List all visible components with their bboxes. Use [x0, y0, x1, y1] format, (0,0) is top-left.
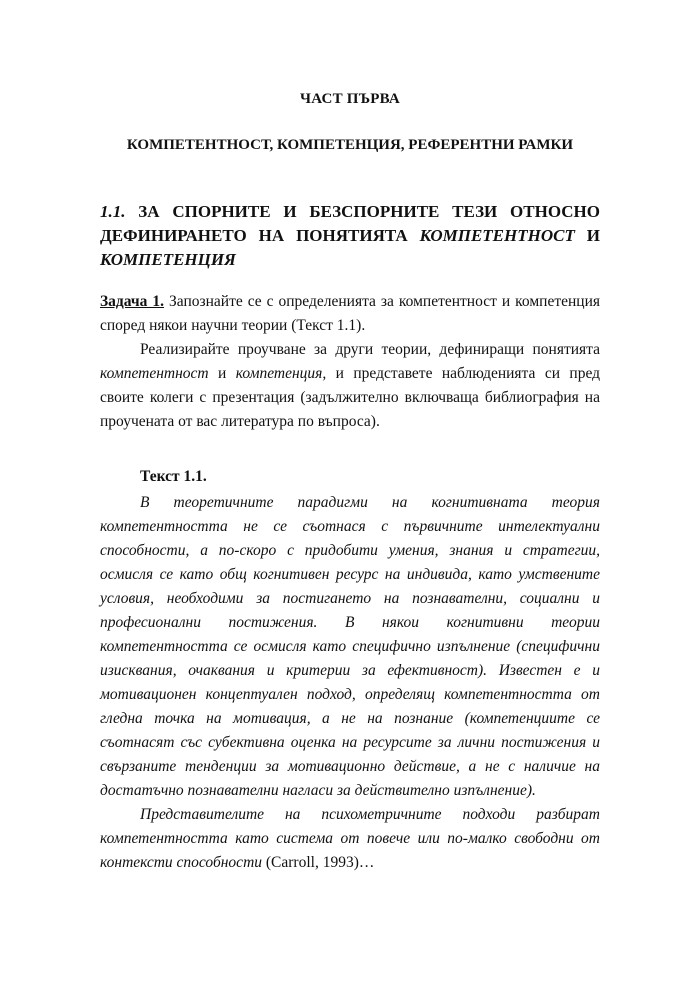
section-title-and: И [586, 226, 601, 245]
task-paragraph-1 [100, 290, 600, 338]
quote-paragraph-2-text: Представителите на психометричните подходи разбират компетентността като система от повече или по-малко свободни от контексти способности [100, 806, 600, 871]
task-paragraph-2 [100, 338, 600, 434]
task-text-2b: и [218, 365, 227, 382]
task-text-2a: Реализирайте проучване за други теории, дефиниращи понятията [140, 341, 600, 358]
task-text-1: Запознайте се с определенията за компетентност и компетенция според някои научни теории (Текст 1.1). [100, 293, 600, 334]
part-title: ЧАСТ ПЪРВА [300, 91, 400, 107]
chapter-title: КОМПЕТЕНТНОСТ, КОМПЕТЕНЦИЯ, РЕФЕРЕНТНИ РАМКИ [126, 137, 574, 153]
section-number: 1.1. [100, 202, 126, 221]
section-title-term-2: КОМПЕТЕНЦИЯ [100, 250, 236, 269]
section-title-text: ЗА СПОРНИТЕ И БЕЗСПОРНИТЕ ТЕЗИ ОТНОСНО ДЕФИНИРАНЕТО НА ПОНЯТИЯТА [100, 202, 600, 245]
quote-paragraph-2 [100, 803, 600, 875]
text-label: Текст 1.1. [140, 468, 207, 485]
task-block [100, 290, 600, 434]
task-label: Задача 1. [100, 293, 165, 310]
section-title [100, 200, 600, 272]
task-term-2: компетенция, [235, 365, 327, 382]
section-title-term-1: КОМПЕТЕНТНОСТ [419, 226, 575, 245]
quote-block [100, 491, 600, 875]
quote-citation: (Carroll, 1993)… [265, 854, 375, 871]
task-term-1: компетентност [100, 365, 209, 382]
quote-paragraph-1: В теоретичните парадигми на когнитивната теория компетентността не се съотнася с първичните интелектуални способности, а по-скоро с придобити умения, знания и стратегии, осмисля се като общ когнитивен ресурс на индивида, като умствените условия, необходими за постигането на познавателни, социални и професионални постижения. В някои когнитивни теории компетентността се осмисля като специфично изпълнение (специфични изисквания, очаквания и критерии за ефективност). Известен е и мотивационен концептуален подход, определящ компетентността от гледна точка на мотивация, а не на познание (компетенциите се съотнасят със субективна оценка на ресурсите за лични постижения и свързаните тенденции за мотивационно действие, а не с наличие на достатъчно познавателни нагласи за действително изпълнение). [100, 494, 600, 799]
task-text-2c: и представете наблюденията си пред своите колеги с презентация (задължително включваща библиография на проучената от вас литература по въпроса). [100, 365, 601, 430]
